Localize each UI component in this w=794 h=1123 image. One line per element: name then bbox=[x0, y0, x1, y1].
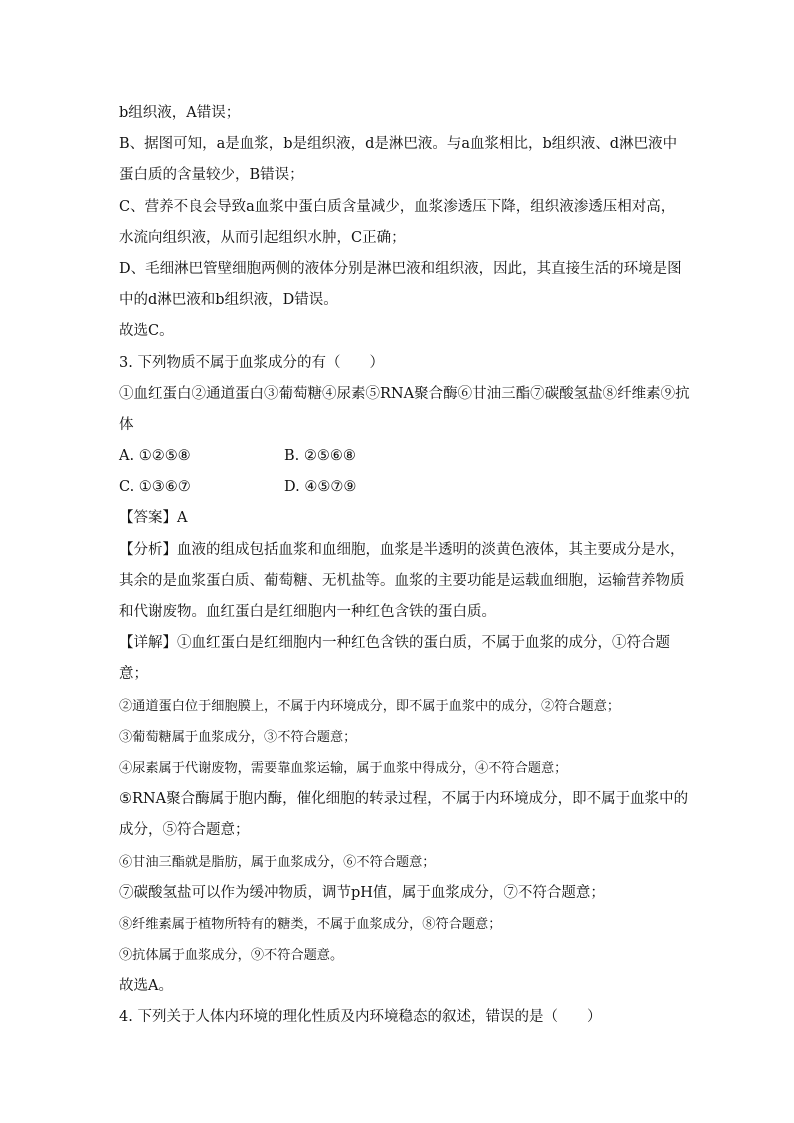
detail-line: 【详解】①血红蛋白是红细胞内一种红色含铁的蛋白质，不属于血浆的成分，①符合题 bbox=[119, 635, 670, 652]
detail-line: ⑧纤维素属于植物所特有的糖类，不属于血浆成分，⑧符合题意； bbox=[119, 916, 502, 932]
document-content bbox=[119, 98, 690, 1034]
answer: 【答案】A bbox=[119, 510, 188, 527]
detail-line: 成分，⑤符合题意； bbox=[119, 822, 250, 839]
text-line: 蛋白质的含量较少，B错误； bbox=[119, 167, 304, 184]
question-3-items-cont: 体 bbox=[119, 416, 134, 433]
detail-line: ③葡萄糖属于血浆成分，③不符合题意； bbox=[119, 729, 357, 745]
question-4-stem: 4. 下列关于人体内环境的理化性质及内环境稳态的叙述，错误的是（ ） bbox=[119, 1009, 602, 1026]
detail-line: ⑦碳酸氢盐可以作为缓冲物质，调节pH值，属于血浆成分，⑦不符合题意； bbox=[119, 884, 605, 901]
option-b: B. ②⑤⑥⑧ bbox=[284, 448, 356, 465]
option-c: C. ①③⑥⑦ bbox=[119, 479, 191, 496]
option-a: A. ①②⑤⑧ bbox=[119, 448, 191, 465]
question-3-options-row-2 bbox=[119, 472, 679, 503]
question-3-items: ①血红蛋白②通道蛋白③葡萄糖④尿素⑤RNA聚合酶⑥甘油三酯⑦碳酸氢盐⑧纤维素⑨抗 bbox=[119, 385, 690, 402]
detail-line: ⑥甘油三酯就是脂肪，属于血浆成分，⑥不符合题意； bbox=[119, 854, 436, 870]
detail-line: ⑨抗体属于血浆成分，⑨不符合题意。 bbox=[119, 948, 344, 964]
question-3-options-row-1 bbox=[119, 441, 679, 472]
analysis-line: 其余的是血浆蛋白质、葡萄糖、无机盐等。血浆的主要功能是运载血细胞，运输营养物质 bbox=[119, 572, 685, 589]
text-line: B、据图可知，a是血浆，b是组织液，d是淋巴液。与a血浆相比，b组织液、d淋巴液中 bbox=[119, 136, 678, 153]
detail-line: ②通道蛋白位于细胞膜上，不属于内环境成分，即不属于血浆中的成分，②符合题意； bbox=[119, 698, 621, 714]
detail-line: ④尿素属于代谢废物，需要靠血浆运输，属于血浆中得成分，④不符合题意； bbox=[119, 760, 568, 776]
question-3-stem: 3. 下列物质不属于血浆成分的有（ ） bbox=[119, 354, 384, 371]
text-line: b组织液，A错误； bbox=[119, 105, 241, 121]
text-line: 中的d淋巴液和b组织液，D错误。 bbox=[119, 292, 338, 309]
detail-line: 意； bbox=[119, 666, 148, 683]
text-line: 故选C。 bbox=[119, 323, 174, 340]
option-d: D. ④⑤⑦⑨ bbox=[284, 479, 357, 496]
text-line: D、毛细淋巴管壁细胞两侧的液体分别是淋巴液和组织液，因此，其直接生活的环境是图 bbox=[119, 260, 682, 277]
text-line: 水流向组织液，从而引起组织水肿，C正确； bbox=[119, 229, 406, 246]
analysis-line: 和代谢废物。血红蛋白是红细胞内一种红色含铁的蛋白质。 bbox=[119, 604, 496, 620]
text-line: C、营养不良会导致a血浆中蛋白质含量减少，血浆渗透压下降，组织液渗透压相对高， bbox=[119, 198, 676, 215]
conclusion: 故选A。 bbox=[119, 978, 173, 995]
detail-line: ⑤RNA聚合酶属于胞内酶，催化细胞的转录过程，不属于内环境成分，即不属于血浆中的 bbox=[119, 791, 689, 808]
analysis-line: 【分析】血液的组成包括血浆和血细胞，血浆是半透明的淡黄色液体，其主要成分是水， bbox=[119, 541, 685, 558]
